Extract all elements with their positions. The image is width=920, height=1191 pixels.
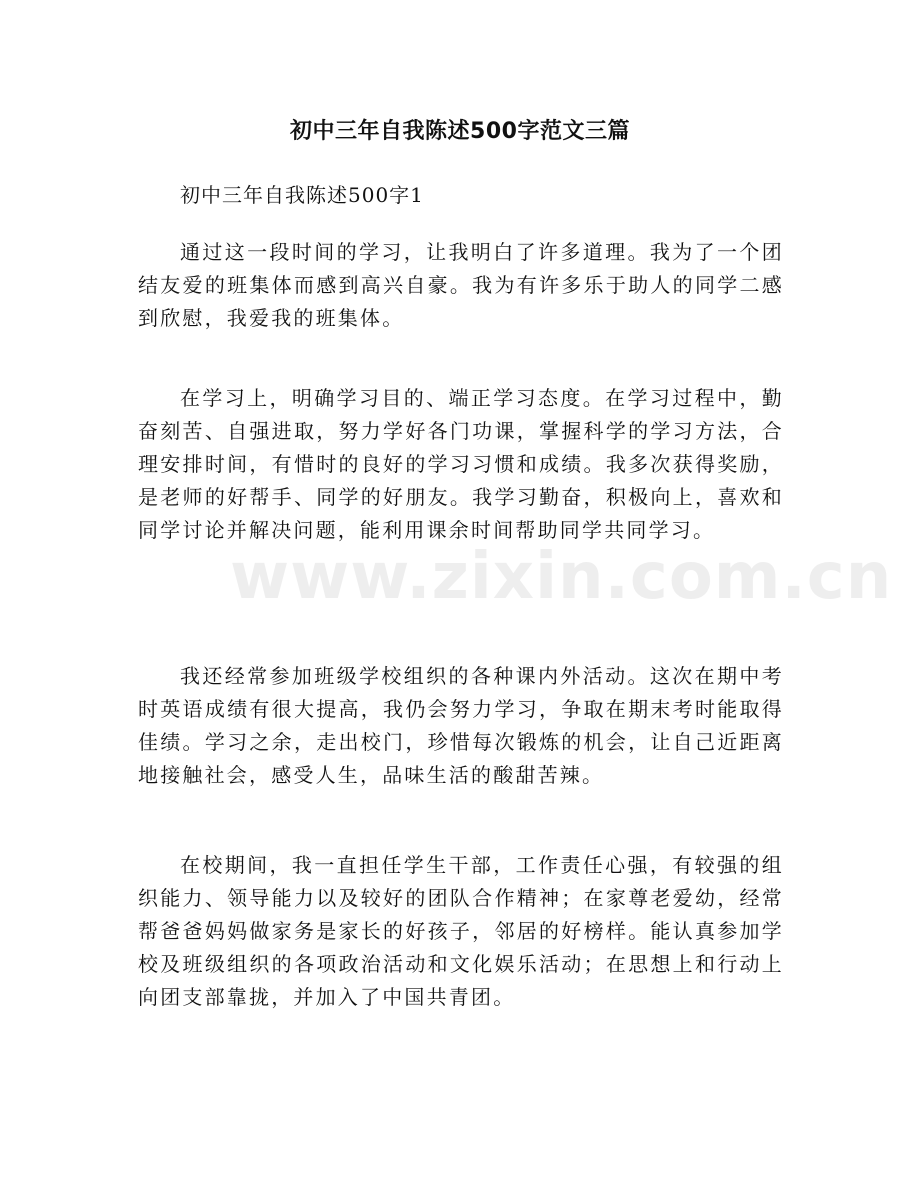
document-title: 初中三年自我陈述500字范文三篇 — [290, 119, 630, 144]
paragraph-2: 在学习上，明确学习目的、端正学习态度。在学习过程中，勤奋刻苦、自强进取，努力学好各门功课，掌握科学的学习方法，合理安排时间，有惜时的良好的学习习惯和成绩。我多次获得奖励，是老师的好帮手、同学的好朋友。我学习勤奋，积极向上，喜欢和同学讨论并解决问题，能利用课余时间帮助同学共同学习。 — [138, 386, 784, 542]
watermark: www.zixin.com.cn — [230, 540, 893, 614]
paragraph-1: 通过这一段时间的学习，让我明白了许多道理。我为了一个团结友爱的班集体而感到高兴自豪。我为有许多乐于助人的同学二感到欣慰，我爱我的班集体。 — [138, 240, 784, 330]
paragraph-4: 在校期间，我一直担任学生干部，工作责任心强，有较强的组织能力、领导能力以及较好的团队合作精神；在家尊老爱幼，经常帮爸爸妈妈做家务是家长的好孩子，邻居的好榜样。能认真参加学校及班级组织的各项政治活动和文化娱乐活动；在思想上和行动上向团支部靠拢，并加入了中国共青团。 — [138, 853, 784, 1009]
section-heading: 初中三年自我陈述500字1 — [180, 183, 424, 207]
paragraph-3: 我还经常参加班级学校组织的各种课内外活动。这次在期中考时英语成绩有很大提高，我仍会努力学习，争取在期末考时能取得佳绩。学习之余，走出校门，珍惜每次锻炼的机会，让自己近距离地接触社会，感受人生，品味生活的酸甜苦辣。 — [138, 664, 784, 787]
